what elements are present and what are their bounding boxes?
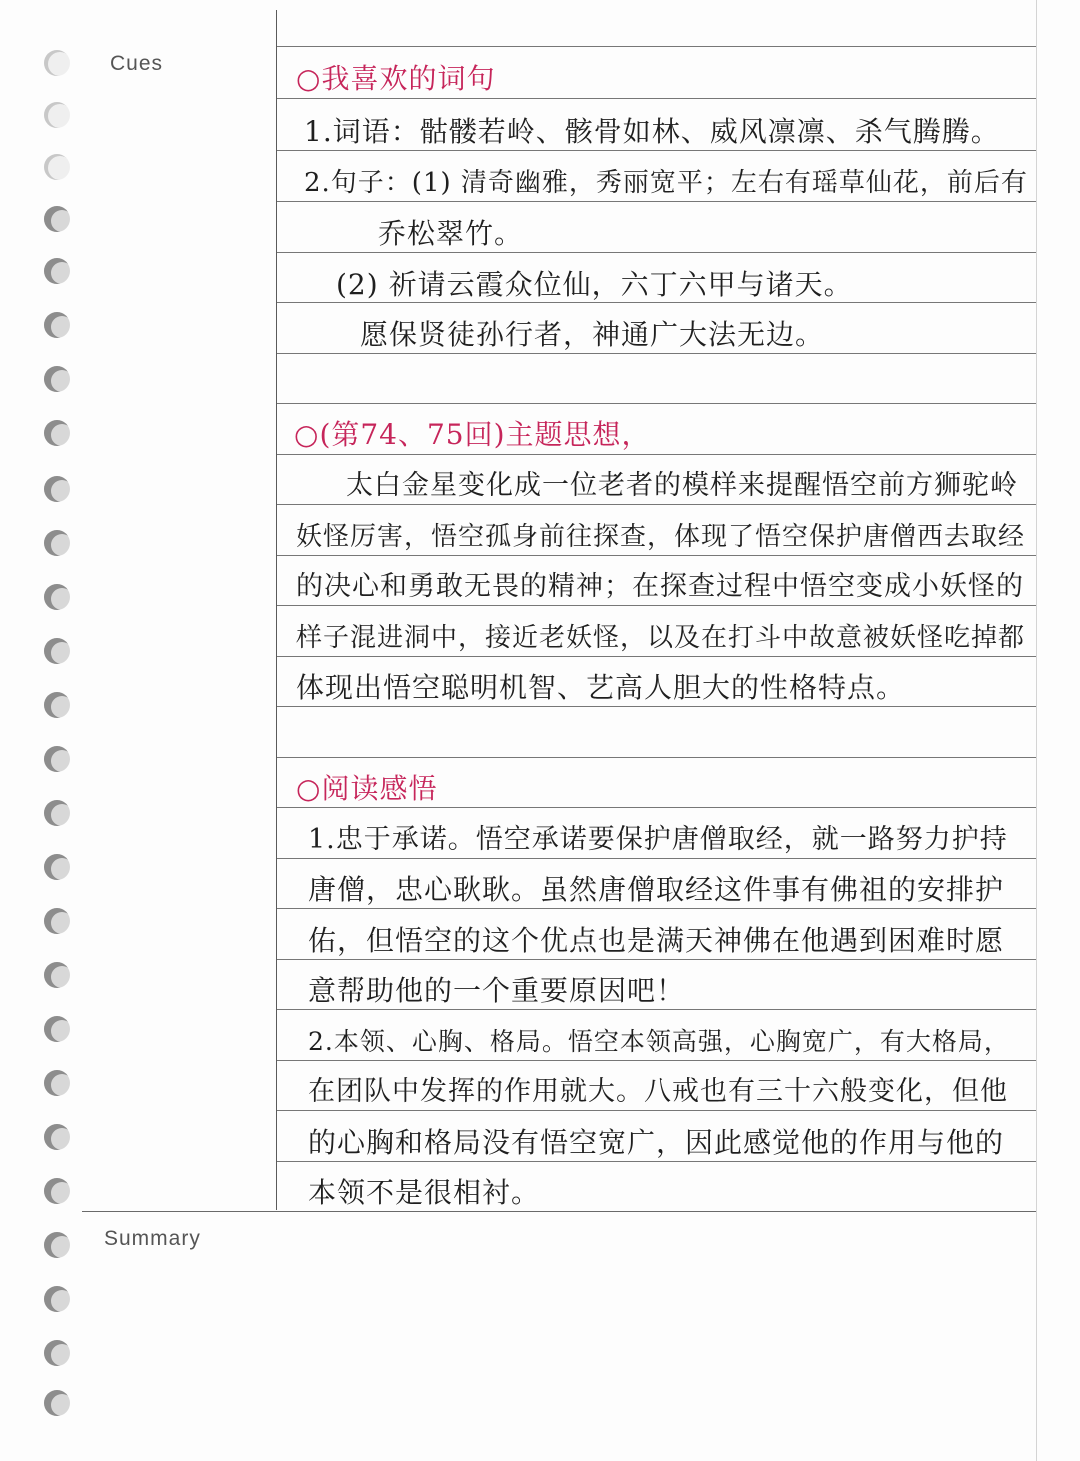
ruled-line	[277, 908, 1036, 909]
section-heading-theme: ○(第74、75回)主题思想，	[294, 418, 651, 451]
paragraph-line: 本领不是很相衬。	[308, 1176, 541, 1209]
words-line: 1.词语：骷髅若岭、骸骨如林、威风凛凛、杀气腾腾。	[304, 115, 1000, 148]
ruled-line	[277, 302, 1036, 303]
summary-divider	[82, 1211, 1036, 1212]
ruled-line	[277, 858, 1036, 859]
paragraph-line: 太白金星变化成一位老者的模样来提醒悟空前方狮驼岭	[346, 470, 1018, 501]
ruled-line	[277, 98, 1036, 99]
paragraph-line: 2.本领、心胸、格局。悟空本领高强，心胸宽广，有大格局，	[308, 1027, 1010, 1056]
ruled-line	[277, 959, 1036, 960]
binding-hole	[44, 584, 70, 610]
ruled-line	[277, 201, 1036, 202]
cues-label: Cues	[110, 52, 164, 75]
paragraph-line: 的决心和勇敢无畏的精神；在探查过程中悟空变成小妖怪的	[296, 571, 1024, 602]
paragraph-line: 的心胸和格局没有悟空宽广，因此感觉他的作用与他的	[308, 1126, 1005, 1159]
ruled-line	[277, 605, 1036, 606]
ruled-line	[277, 454, 1036, 455]
ruled-line	[277, 1009, 1036, 1010]
binding-hole	[44, 1390, 70, 1416]
binding-hole	[44, 1232, 70, 1258]
page-edge	[1036, 0, 1037, 1461]
binding-hole	[44, 638, 70, 664]
spiral-binding	[40, 40, 80, 1420]
binding-hole	[44, 258, 70, 284]
ruled-line	[277, 656, 1036, 657]
ruled-line	[277, 555, 1036, 556]
binding-hole	[44, 1340, 70, 1366]
ruled-line	[277, 807, 1036, 808]
sentence-line: (2) 祈请云霞众位仙，六丁六甲与诸天。	[336, 268, 853, 301]
ruled-line	[277, 1060, 1036, 1061]
binding-hole	[44, 420, 70, 446]
binding-hole	[44, 366, 70, 392]
binding-hole	[44, 692, 70, 718]
ruled-line	[277, 706, 1036, 707]
ruled-line	[277, 252, 1036, 253]
cue-column-divider	[276, 10, 277, 1210]
binding-hole	[44, 476, 70, 502]
section-heading-reflection: ○阅读感悟	[296, 772, 438, 805]
binding-hole	[44, 1286, 70, 1312]
paragraph-line: 唐僧，忠心耿耿。虽然唐僧取经这件事有佛祖的安排护	[308, 873, 1005, 906]
sentence-line: 愿保贤徒孙行者，神通广大法无边。	[360, 318, 825, 351]
ruled-line	[277, 1161, 1036, 1162]
ruled-line	[277, 1110, 1036, 1111]
ruled-line	[277, 504, 1036, 505]
binding-hole	[44, 154, 70, 180]
summary-label: Summary	[104, 1227, 201, 1250]
ruled-line	[277, 353, 1036, 354]
binding-hole	[44, 746, 70, 772]
ruled-line	[277, 150, 1036, 151]
paragraph-line: 体现出悟空聪明机智、艺高人胆大的性格特点。	[296, 671, 906, 704]
binding-hole	[44, 1016, 70, 1042]
binding-hole	[44, 206, 70, 232]
section-heading-favorite-phrases: ○我喜欢的词句	[296, 62, 496, 95]
paragraph-line: 1.忠于承诺。悟空承诺要保护唐僧取经，就一路努力护持	[308, 824, 1008, 855]
sentence-line: 2.句子：(1) 清奇幽雅，秀丽宽平；左右有瑶草仙花，前后有	[304, 168, 1028, 198]
sentence-line: 乔松翠竹。	[378, 217, 524, 250]
paragraph-line: 在团队中发挥的作用就大。八戒也有三十六般变化，但他	[308, 1076, 1008, 1107]
binding-hole	[44, 50, 70, 76]
paragraph-line: 样子混进洞中，接近老妖怪，以及在打斗中故意被妖怪吃掉都	[296, 623, 1026, 653]
ruled-line	[277, 757, 1036, 758]
paragraph-line: 佑，但悟空的这个优点也是满天神佛在他遇到困难时愿	[308, 924, 1005, 957]
ruled-line	[277, 403, 1036, 404]
binding-hole	[44, 800, 70, 826]
binding-hole	[44, 1124, 70, 1150]
binding-hole	[44, 102, 70, 128]
ruled-line	[277, 46, 1036, 47]
binding-hole	[44, 962, 70, 988]
binding-hole	[44, 530, 70, 556]
binding-hole	[44, 1178, 70, 1204]
binding-hole	[44, 908, 70, 934]
paragraph-line: 意帮助他的一个重要原因吧！	[308, 974, 686, 1007]
binding-hole	[44, 854, 70, 880]
binding-hole	[44, 1070, 70, 1096]
binding-hole	[44, 312, 70, 338]
paragraph-line: 妖怪厉害，悟空孤身前往探查，体现了悟空保护唐僧西去取经	[296, 522, 1026, 552]
